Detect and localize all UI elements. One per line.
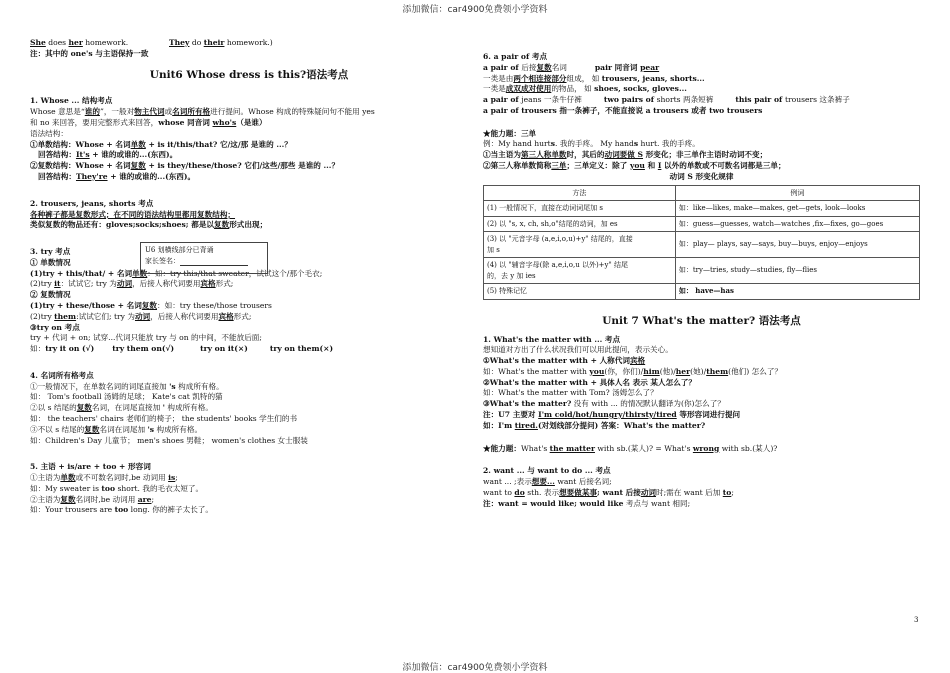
text: ;: [175, 473, 178, 483]
text: (4) 以 "辅音字母(除 a,e,i,o,u 以外)+y" 结尾: [487, 261, 628, 270]
example-wrong: try on them(×): [269, 344, 334, 354]
text: ：试试它; try 为: [60, 279, 117, 289]
emph: her: [675, 366, 691, 376]
text: 构成所有格。: [164, 403, 213, 413]
s3-sub3: ③try on 考点: [30, 322, 80, 332]
text: jeans 一条牛仔裤: [521, 95, 582, 105]
table-cell-example: 如：play— plays, say—says, buy—buys, enjoy—enjoys: [675, 232, 919, 258]
text: 注：U7 主要对: [483, 409, 539, 419]
emph: 宾格: [218, 311, 234, 321]
emph: s: [550, 139, 555, 149]
s3-line2: [30, 279, 468, 290]
text: ：如：try these/those trousers: [157, 300, 272, 310]
watermark-bottom: 添加微信：car4900免费领小学资料: [402, 663, 548, 673]
text: Whose 意思是“: [30, 107, 85, 117]
text: ①主语为: [30, 473, 61, 483]
emph: 成双成对使用: [505, 84, 552, 94]
text: short. 我的毛衣太短了。: [115, 483, 204, 493]
text: ; want 后接: [597, 487, 641, 497]
u7-s1-line3: [483, 367, 920, 378]
text: 形式出现；: [229, 220, 268, 230]
text: 回答结构：: [38, 171, 76, 181]
u7-ability-line: [483, 444, 920, 455]
s3-line5: try + 代词 + on; 试穿...代词只能放 try 与 on 的中间，不能放后面;: [30, 333, 262, 343]
text: does: [45, 38, 69, 47]
text: (她)/: [690, 366, 707, 376]
s5-line3: [30, 495, 468, 506]
note-box-line2: [145, 256, 263, 267]
section2-title: 2. trousers, jeans, shorts 考点: [30, 198, 154, 208]
emph: They're: [75, 171, 108, 181]
table-cell-method: (5) 特殊记忆: [484, 284, 676, 300]
section5-title: 5. 主语 + is/are + too + 形容词: [30, 462, 151, 472]
text: do: [189, 38, 204, 47]
text: 一类是: [483, 84, 506, 94]
text: + 谁的或谁的...(东西)。: [89, 150, 178, 160]
emph: it: [54, 279, 61, 289]
text: sth. 表示: [524, 487, 560, 497]
text: shorts 两条短裤: [656, 95, 714, 105]
text: 形式;: [215, 279, 234, 289]
emph: 第三人称单数: [520, 150, 567, 160]
ab-line1: [483, 139, 920, 150]
text: ③不以 s 结尾的: [30, 424, 85, 434]
text: 等形容词进行提问: [676, 409, 741, 419]
emph: 宾格: [200, 279, 216, 289]
table-cell-method: [484, 232, 676, 258]
table-cell-example: 如：like—likes, make—makes, get—gets, look—looks: [675, 201, 919, 217]
emph: you: [589, 366, 605, 376]
s1-line3: 语法结构：: [30, 128, 68, 138]
emph: wrong: [692, 443, 720, 453]
text: (2)try: [30, 279, 55, 289]
emph: the matter: [549, 443, 595, 453]
emph: ★能力题：: [483, 443, 521, 453]
emph: whose 同音词: [158, 118, 213, 128]
s6-line3: [483, 84, 920, 95]
table-cell-example: 如：guess—guesses, watch—watches ,fix—fixes, go—goes: [675, 216, 919, 232]
text: ；三单定义：除了: [566, 161, 630, 171]
emph: 单数: [60, 473, 76, 483]
emph: is: [168, 473, 176, 483]
example-correct: try it on (√): [45, 344, 95, 354]
emph: 动词要做 S: [604, 150, 644, 160]
text: ①一般情况下，在单数名词的词尾直接加: [30, 381, 170, 391]
verb-s-rules-table: [483, 185, 920, 300]
table-cell-method: (2) 以 "s, x, ch, sh,o"结尾的动词，加 es: [484, 216, 676, 232]
table-row: [484, 216, 920, 232]
text: pair 同音词: [594, 62, 641, 72]
text: 和: [644, 161, 658, 171]
text: 或不可数名词时,be 动词用: [75, 473, 169, 483]
emph: （是谁）: [236, 118, 267, 128]
text: ，后接人称代词要用: [150, 311, 219, 321]
u7-s1-line6: [483, 399, 920, 410]
emph: 动词: [134, 311, 151, 321]
text: 一类是由: [483, 73, 514, 83]
emph: pear: [640, 62, 660, 72]
emph: 复数: [60, 494, 76, 504]
text: trousers 这条裤子: [784, 95, 850, 105]
text: want 后接名词;: [554, 477, 612, 487]
emph: 复数: [76, 403, 92, 413]
emph: 's: [147, 424, 155, 434]
emph: tired.: [514, 420, 538, 430]
s3-line3: [30, 301, 468, 312]
table-cell-example: 如： have—has: [675, 284, 919, 300]
table-head-example: 例词: [675, 185, 919, 201]
text: 构成所有格。: [175, 381, 224, 391]
s1-line5: [30, 150, 468, 161]
text: 回答结构：: [38, 150, 76, 160]
emph: ': [162, 403, 165, 413]
s4-line1: [30, 382, 468, 393]
s6-line1: [483, 63, 920, 74]
text: 如：Your trousers are: [30, 505, 115, 515]
u7-s1-line1: 想知道对方出了什么状况我们可以用此提问，表示关心。: [483, 345, 673, 355]
table-row: [484, 284, 920, 300]
s3-sub2: ② 复数情况: [30, 290, 71, 300]
text: ;: [731, 487, 734, 497]
emph: this pair of: [735, 95, 785, 105]
text: ：如：try this/that sweater，试试这个/那个毛衣;: [147, 268, 323, 278]
s4-line6: 如：Children's Day 儿童节； men's shoes 男鞋； women's clothes 女士服装: [30, 435, 308, 445]
word-her: her: [68, 38, 83, 47]
emph: to: [722, 487, 732, 497]
s4-line3: [30, 403, 468, 414]
s3-line6: [30, 344, 468, 355]
s4-line2: 如： Tom's football 汤姆的足球； Kate's cat 凯特的猫: [30, 392, 223, 402]
emph: 三单: [551, 161, 567, 171]
text: (1)try + these/those + 名词: [30, 300, 142, 310]
emph: 动词: [116, 279, 133, 289]
s3-sub1: ① 单数情况: [30, 257, 71, 267]
text: 构成所有格。: [154, 424, 203, 434]
s3-line4: [30, 312, 468, 323]
s1-line7: [30, 172, 468, 183]
s5-line2: [30, 484, 468, 495]
emph: 复数: [130, 161, 146, 171]
u7-section1-title: 1. What's the matter with ... 考点: [483, 334, 621, 344]
emph: do: [514, 487, 525, 497]
text: 名词在词尾加: [99, 424, 148, 434]
text: gloves;socks;shoes;: [105, 220, 189, 230]
emph: shoes, socks, gloves...: [594, 84, 687, 94]
s1-line6: [30, 161, 468, 172]
right-column: [483, 52, 920, 509]
emph: too: [101, 483, 116, 493]
emph: 复数: [214, 220, 230, 230]
emph: ③What's the matter?: [483, 399, 572, 409]
table-cell-example: 如：try—tries, study—studies, fly—flies: [675, 258, 919, 284]
left-column: [30, 38, 468, 516]
text: 进行提问。Whose 构成的特殊疑问句不能用 yes: [210, 107, 375, 117]
emph: a pair of: [483, 95, 522, 105]
emph: 动词: [640, 487, 656, 497]
s2-line1: 各种裤子都是复数形式；在不同的语法结构里都用复数结构；: [30, 209, 236, 219]
ability-title: ★能力题：三单: [483, 128, 537, 138]
emph: are: [137, 494, 152, 504]
u7-section2-title: 2. want ... 与 want to do ... 考点: [483, 466, 611, 476]
text: 的，去 y 加 ies: [487, 271, 536, 280]
text: homework.): [224, 38, 273, 47]
emph: 复数: [84, 424, 100, 434]
text: 的物品， 如: [551, 84, 595, 94]
s1-line4: [30, 140, 468, 151]
emph: 谁的: [84, 107, 100, 117]
example-correct: try them on(√): [112, 344, 175, 354]
text: ②以 s 结尾的: [30, 403, 77, 413]
table-head-method: 方法: [484, 185, 676, 201]
table-title: 动词 S 形变化规律: [669, 171, 734, 181]
emph: too: [114, 505, 129, 515]
text: 如：What's the matter with: [483, 366, 590, 376]
text: ②主语为: [30, 494, 61, 504]
text: 如：I'm: [483, 420, 515, 430]
emph: them: [706, 366, 729, 376]
table-row: [484, 201, 920, 217]
text: want ... ;表示: [483, 477, 532, 487]
table-header-row: [484, 185, 920, 201]
emph: two pairs of: [603, 95, 657, 105]
text: 家长签名：: [145, 256, 180, 265]
text: with sb.(某人)? = What's: [594, 443, 693, 453]
text: 名词时,be 动词用: [75, 494, 138, 504]
emph: 想要...: [531, 477, 555, 487]
word-they: They: [169, 38, 190, 47]
text: a pair of: [483, 62, 522, 72]
text: + is it/this/that? 它/这/那 是谁的 ...？: [145, 139, 292, 149]
text: 组成， 如: [566, 73, 602, 83]
emph: them: [54, 311, 77, 321]
section1-title: 1. Whose ... 结构考点: [30, 96, 113, 106]
emph: I'm cold/hot/hungry/thirsty/tired: [538, 409, 677, 419]
unit6-title: Unit6 Whose dress is this?语法考点: [149, 68, 349, 81]
emph: s: [633, 139, 639, 149]
emph: 复数: [141, 300, 158, 310]
word-she: She: [30, 38, 46, 47]
emph: who's: [212, 118, 237, 128]
emph: 注：want = would like; would like: [483, 498, 624, 508]
emph: you: [629, 161, 645, 171]
emph: 两个相连接部分: [513, 73, 567, 83]
signature-line: [180, 258, 248, 266]
ab-line3: [483, 161, 920, 172]
text: with sb.(某人)?: [719, 443, 778, 453]
text: ，后接人称代词要用: [132, 279, 201, 289]
table-cell-method: [484, 258, 676, 284]
u7-s1-line5: 如：What's the matter with Tom? 汤姆怎么了？: [483, 388, 658, 398]
text: (你，你们)/: [604, 366, 644, 376]
u7-s1-line4: ②What's the matter with + 具体人名 表示 某人怎么了？: [483, 377, 696, 387]
text: ②复数结构：Whose + 名词: [30, 161, 131, 171]
u7-s1-line7: [483, 410, 920, 421]
text: want to: [483, 487, 515, 497]
s6-line4: [483, 95, 920, 106]
parent-signature-box: [140, 242, 268, 274]
unit7-title: Unit 7 What's the matter? 语法考点: [602, 314, 801, 327]
note-ones: 注：其中的 one's 与主语保持一致: [30, 48, 149, 58]
emph: 物主代词: [134, 107, 165, 117]
emph: 单数: [130, 139, 146, 149]
text: 后接: [521, 62, 537, 72]
text: 时，其后的: [566, 150, 605, 160]
emph: 复数: [536, 62, 552, 72]
text: 例：My hand hurt: [483, 139, 551, 149]
text: What's: [520, 443, 550, 453]
text: 如：: [30, 344, 46, 354]
text: 加 s: [487, 245, 500, 254]
text: (2)try: [30, 311, 55, 321]
emph: trousers, jeans, shorts...: [601, 73, 705, 83]
text: (1) 一般情况下，直接在动词词尾加 s: [487, 204, 603, 213]
text: :试试它们; try 为: [76, 311, 135, 321]
u7-s2-line1: [483, 477, 920, 488]
note-box-line1: U6 划横线部分已背诵: [145, 246, 214, 254]
text: 以外的单数或不可数名词都是三单；: [661, 161, 786, 171]
table-row: [484, 232, 920, 258]
text: homework.: [82, 38, 129, 47]
text: 名词: [551, 62, 567, 72]
example-wrong: try on it(×): [200, 344, 248, 354]
watermark-top: 添加微信：car4900免费领小学资料: [402, 5, 548, 15]
u7-s2-line3: [483, 499, 920, 510]
text: ;: [151, 494, 155, 504]
text: 时;需在 want 后加: [656, 487, 723, 497]
page-number: 3: [914, 616, 919, 624]
text: long. 你的裤子太长了。: [128, 505, 213, 515]
ab-line2: [483, 150, 920, 161]
s4-line4: 如： the teachers' chairs 老师们的椅子； the students' books 学生们的书: [30, 414, 298, 423]
emph: It's: [75, 150, 90, 160]
table-cell-method: [484, 201, 676, 217]
u7-s1-line2: [483, 356, 920, 367]
emph: him: [643, 366, 660, 376]
text: (1)try + this/that/ + 名词: [30, 268, 133, 278]
text: 考点与 want 相同;: [623, 498, 691, 508]
text: + 谁的或谁的...(东西)。: [107, 171, 196, 181]
section3-title: 3. try 考点: [30, 247, 71, 257]
emph: 名词所有格: [172, 107, 211, 117]
s6-line2: [483, 74, 920, 85]
s4-line5: [30, 425, 468, 436]
s1-line2: [30, 118, 468, 129]
text: hurt. 我的手疼。: [638, 139, 700, 149]
text: 或: [164, 107, 173, 117]
text: (他)/: [659, 366, 676, 376]
emph: 想要做某事: [559, 487, 598, 497]
emph: I: [657, 161, 662, 171]
text: 类似复数的物品还有：: [30, 220, 106, 230]
text: ”，一般对: [99, 107, 135, 117]
text: + is they/these/those? 它们/这些/那些 是谁的 ...？: [145, 161, 340, 171]
text: ①单数结构：Whose + 名词: [30, 139, 131, 149]
s2-line2: [30, 220, 468, 231]
s1-line1: [30, 107, 468, 118]
text: 如：My sweater is: [30, 483, 102, 493]
text: 名词，在词尾直接加: [91, 403, 163, 413]
s5-line1: [30, 473, 468, 484]
u7-s2-line2: [483, 488, 920, 499]
table-row: [484, 258, 920, 284]
text: ②第三人称单数简称: [483, 161, 552, 171]
s5-line4: [30, 505, 468, 516]
section6-title: 6. a pair of 考点: [483, 52, 548, 61]
s6-line5: a pair of trousers 指一条裤子，不能直接说 a trousers 或者 two trousers: [483, 105, 763, 115]
text: . 我的手疼。 My hand: [555, 139, 634, 149]
text: 和 no 来回答，要用完整形式来回答，: [30, 118, 159, 128]
section4-title: 4. 名词所有格考点: [30, 370, 94, 380]
text: ①What's the matter with + 人称代词: [483, 356, 630, 366]
text: (3) 以 "元音字母 (a,e,i,o,u)+y" 结尾的，直接: [487, 235, 633, 244]
emph: 宾格: [629, 356, 646, 366]
emph: 单数: [132, 268, 148, 278]
carryover-line: [30, 38, 468, 49]
u7-s1-line8: [483, 421, 920, 432]
text: 都是以: [188, 220, 215, 230]
text: (他们) 怎么了？: [728, 366, 783, 376]
word-their: their: [203, 38, 225, 47]
text: 没有 with ... 的情况默认翻译为(你)怎么了？: [571, 399, 725, 409]
text: ①当主语为: [483, 150, 521, 160]
text: 形式;: [233, 311, 252, 321]
text: 形变化；非三单作主语时动词不变；: [643, 150, 768, 160]
text: (对划线部分提问) 答案：What's the matter?: [537, 420, 706, 430]
emph: 's: [169, 381, 176, 391]
